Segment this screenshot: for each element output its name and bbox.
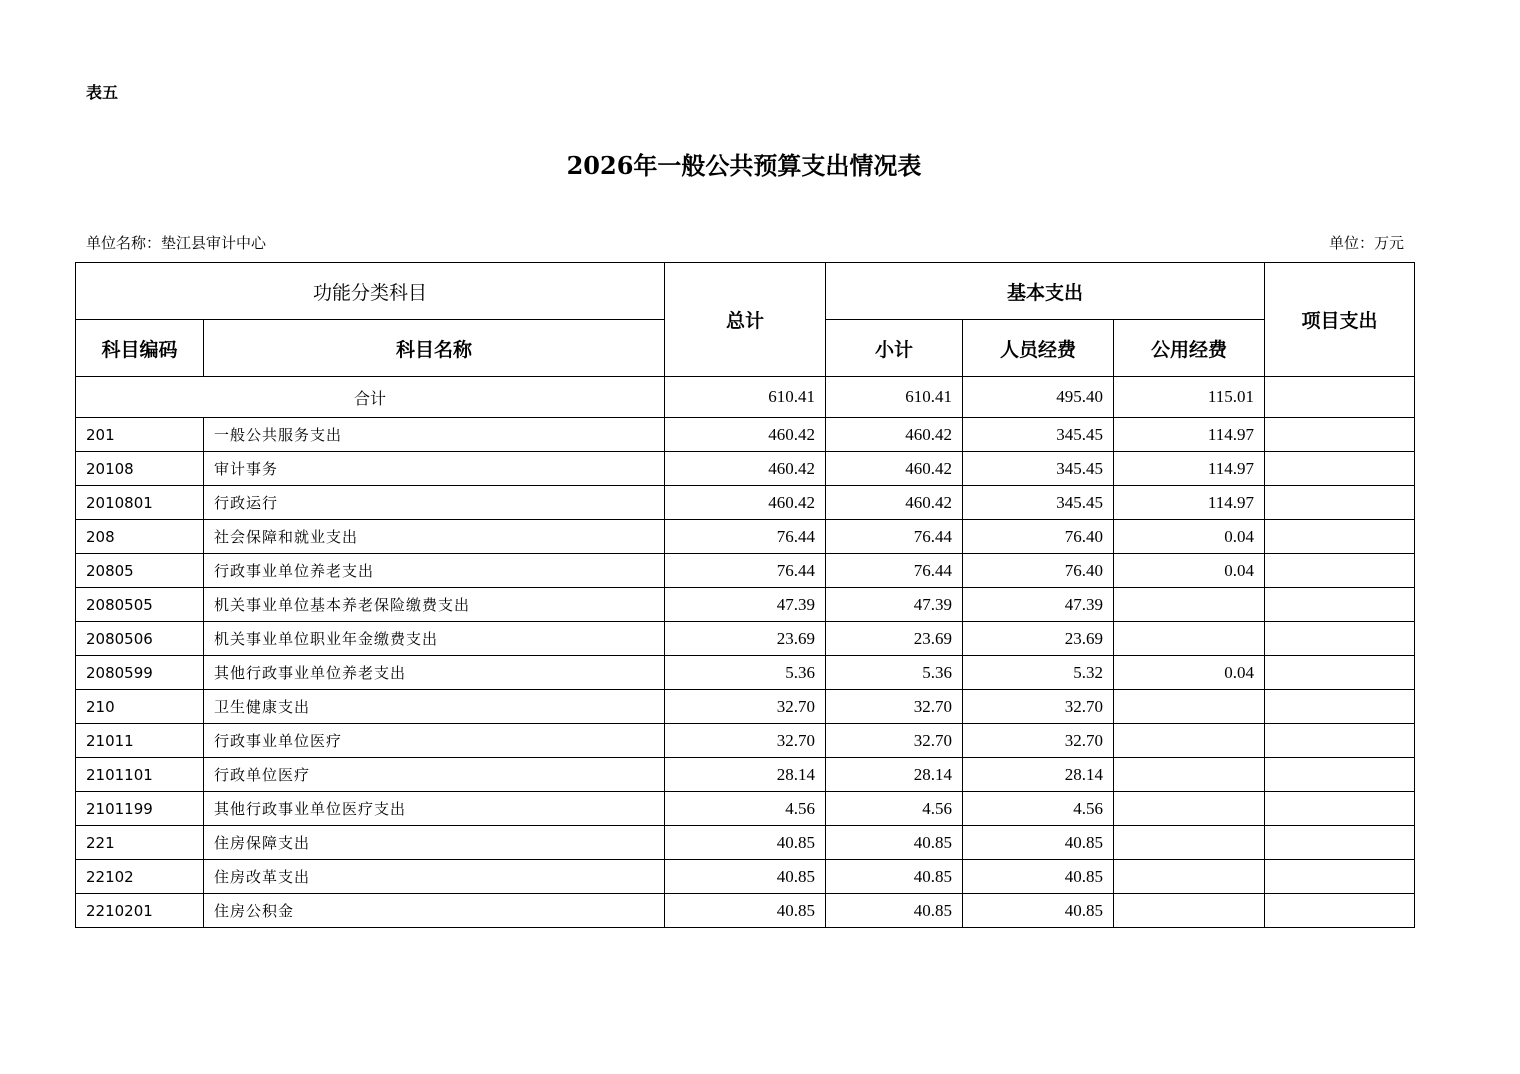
cell-project <box>1265 894 1415 928</box>
table-row <box>76 656 1415 690</box>
cell-code: 2210201 <box>76 894 204 928</box>
cell-name: 其他行政事业单位养老支出 <box>204 656 665 690</box>
cell-total: 76.44 <box>665 554 826 588</box>
cell-total: 23.69 <box>665 622 826 656</box>
cell-name: 行政事业单位医疗 <box>204 724 665 758</box>
cell-public <box>1114 724 1265 758</box>
unit-name: 单位名称：垫江县审计中心 <box>86 234 267 252</box>
cell-project <box>1265 724 1415 758</box>
cell-total: 32.70 <box>665 690 826 724</box>
cell-project <box>1265 826 1415 860</box>
budget-table <box>75 262 1415 928</box>
cell-public <box>1114 792 1265 826</box>
cell-personnel: 4.56 <box>963 792 1114 826</box>
cell-personnel: 76.40 <box>963 554 1114 588</box>
cell-personnel: 28.14 <box>963 758 1114 792</box>
header-total: 总计 <box>665 263 826 377</box>
table-row <box>76 724 1415 758</box>
header-subtotal: 小计 <box>826 320 963 377</box>
cell-subtotal: 460.42 <box>826 452 963 486</box>
cell-subtotal: 40.85 <box>826 860 963 894</box>
cell-name: 审计事务 <box>204 452 665 486</box>
cell-public: 114.97 <box>1114 486 1265 520</box>
cell-subtotal: 23.69 <box>826 622 963 656</box>
table-row <box>76 452 1415 486</box>
cell-personnel: 32.70 <box>963 690 1114 724</box>
cell-code: 2101199 <box>76 792 204 826</box>
cell-project <box>1265 690 1415 724</box>
cell-subtotal: 460.42 <box>826 486 963 520</box>
total-cell-subtotal: 610.41 <box>826 377 963 418</box>
cell-name: 住房改革支出 <box>204 860 665 894</box>
cell-code: 22102 <box>76 860 204 894</box>
cell-code: 2080506 <box>76 622 204 656</box>
cell-code: 210 <box>76 690 204 724</box>
table-row <box>76 520 1415 554</box>
cell-name: 其他行政事业单位医疗支出 <box>204 792 665 826</box>
total-cell-personnel: 495.40 <box>963 377 1114 418</box>
cell-total: 40.85 <box>665 826 826 860</box>
header-func-category: 功能分类科目 <box>76 263 665 320</box>
cell-subtotal: 76.44 <box>826 554 963 588</box>
cell-personnel: 40.85 <box>963 894 1114 928</box>
table-row <box>76 418 1415 452</box>
cell-name: 行政事业单位养老支出 <box>204 554 665 588</box>
cell-subtotal: 40.85 <box>826 894 963 928</box>
cell-code: 221 <box>76 826 204 860</box>
cell-total: 460.42 <box>665 486 826 520</box>
cell-subtotal: 460.42 <box>826 418 963 452</box>
cell-personnel: 5.32 <box>963 656 1114 690</box>
cell-public: 114.97 <box>1114 418 1265 452</box>
cell-public <box>1114 622 1265 656</box>
cell-public: 0.04 <box>1114 520 1265 554</box>
cell-total: 40.85 <box>665 860 826 894</box>
cell-project <box>1265 452 1415 486</box>
cell-code: 20108 <box>76 452 204 486</box>
cell-total: 460.42 <box>665 418 826 452</box>
cell-personnel: 40.85 <box>963 826 1114 860</box>
table-row <box>76 554 1415 588</box>
table-row <box>76 486 1415 520</box>
table-row <box>76 894 1415 928</box>
total-label: 合计 <box>76 377 665 418</box>
cell-project <box>1265 758 1415 792</box>
cell-subtotal: 28.14 <box>826 758 963 792</box>
table-row <box>76 758 1415 792</box>
header-public: 公用经费 <box>1114 320 1265 377</box>
cell-code: 2010801 <box>76 486 204 520</box>
header-basic: 基本支出 <box>826 263 1265 320</box>
cell-code: 2080599 <box>76 656 204 690</box>
cell-code: 2101101 <box>76 758 204 792</box>
cell-project <box>1265 588 1415 622</box>
cell-code: 208 <box>76 520 204 554</box>
header-row-1 <box>76 263 1415 320</box>
cell-subtotal: 4.56 <box>826 792 963 826</box>
cell-code: 2080505 <box>76 588 204 622</box>
header-project: 项目支出 <box>1265 263 1415 377</box>
cell-name: 行政运行 <box>204 486 665 520</box>
table-row <box>76 826 1415 860</box>
total-cell-project <box>1265 377 1415 418</box>
cell-public <box>1114 860 1265 894</box>
cell-total: 47.39 <box>665 588 826 622</box>
cell-project <box>1265 622 1415 656</box>
unit-label: 单位：万元 <box>1328 234 1404 252</box>
cell-public <box>1114 894 1265 928</box>
cell-public: 0.04 <box>1114 554 1265 588</box>
cell-project <box>1265 520 1415 554</box>
cell-code: 201 <box>76 418 204 452</box>
header-name: 科目名称 <box>204 320 665 377</box>
cell-name: 住房保障支出 <box>204 826 665 860</box>
header-personnel: 人员经费 <box>963 320 1114 377</box>
cell-total: 28.14 <box>665 758 826 792</box>
cell-name: 住房公积金 <box>204 894 665 928</box>
table-row <box>76 588 1415 622</box>
cell-total: 460.42 <box>665 452 826 486</box>
cell-personnel: 23.69 <box>963 622 1114 656</box>
cell-project <box>1265 486 1415 520</box>
page-title: 2026年一般公共预算支出情况表 <box>566 151 922 180</box>
table-row <box>76 622 1415 656</box>
table-row <box>76 690 1415 724</box>
table-label: 表五 <box>86 83 119 102</box>
table-row <box>76 792 1415 826</box>
table-row <box>76 860 1415 894</box>
cell-name: 行政单位医疗 <box>204 758 665 792</box>
cell-project <box>1265 418 1415 452</box>
cell-personnel: 345.45 <box>963 452 1114 486</box>
cell-public <box>1114 758 1265 792</box>
cell-total: 32.70 <box>665 724 826 758</box>
cell-code: 20805 <box>76 554 204 588</box>
cell-personnel: 40.85 <box>963 860 1114 894</box>
cell-subtotal: 32.70 <box>826 690 963 724</box>
cell-name: 卫生健康支出 <box>204 690 665 724</box>
cell-subtotal: 40.85 <box>826 826 963 860</box>
total-cell-total: 610.41 <box>665 377 826 418</box>
cell-project <box>1265 792 1415 826</box>
header-code: 科目编码 <box>76 320 204 377</box>
cell-public: 0.04 <box>1114 656 1265 690</box>
cell-public <box>1114 826 1265 860</box>
cell-name: 社会保障和就业支出 <box>204 520 665 554</box>
total-cell-public: 115.01 <box>1114 377 1265 418</box>
cell-subtotal: 32.70 <box>826 724 963 758</box>
cell-personnel: 345.45 <box>963 486 1114 520</box>
total-row <box>76 377 1415 418</box>
cell-total: 76.44 <box>665 520 826 554</box>
cell-subtotal: 5.36 <box>826 656 963 690</box>
cell-personnel: 345.45 <box>963 418 1114 452</box>
cell-project <box>1265 554 1415 588</box>
cell-total: 40.85 <box>665 894 826 928</box>
cell-personnel: 47.39 <box>963 588 1114 622</box>
cell-total: 4.56 <box>665 792 826 826</box>
cell-public <box>1114 690 1265 724</box>
cell-subtotal: 47.39 <box>826 588 963 622</box>
cell-total: 5.36 <box>665 656 826 690</box>
cell-public: 114.97 <box>1114 452 1265 486</box>
cell-name: 机关事业单位职业年金缴费支出 <box>204 622 665 656</box>
cell-code: 21011 <box>76 724 204 758</box>
cell-name: 机关事业单位基本养老保险缴费支出 <box>204 588 665 622</box>
cell-personnel: 76.40 <box>963 520 1114 554</box>
cell-public <box>1114 588 1265 622</box>
cell-name: 一般公共服务支出 <box>204 418 665 452</box>
cell-subtotal: 76.44 <box>826 520 963 554</box>
cell-personnel: 32.70 <box>963 724 1114 758</box>
cell-project <box>1265 860 1415 894</box>
cell-project <box>1265 656 1415 690</box>
